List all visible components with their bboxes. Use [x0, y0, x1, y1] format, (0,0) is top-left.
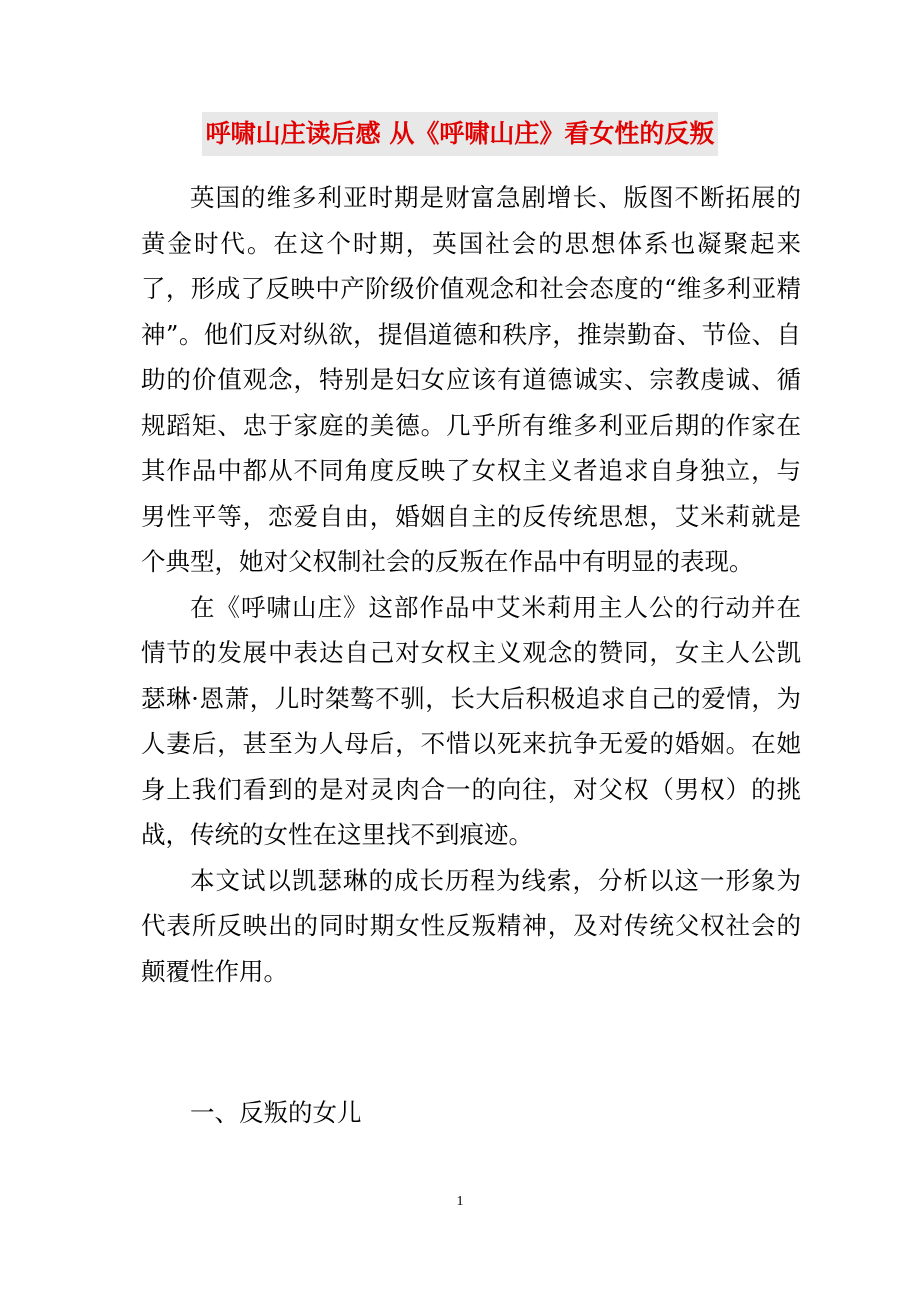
body-paragraph-2: 在《呼啸山庄》这部作品中艾米莉用主人公的行动并在情节的发展中表达自己对女权主义观念的赞同，女主人公凯瑟琳·恩萧，儿时桀骜不驯，长大后积极追求自己的爱情，为人妻后，甚至为人母后，不惜以死来抗争无爱的婚姻。在她身上我们看到的是对灵肉合一的向往，对父权（男权）的挑战，传统的女性在这里找不到痕迹。	[141, 592, 801, 849]
body-paragraph-3: 本文试以凯瑟琳的成长历程为线索，分析以这一形象为代表所反映出的同时期女性反叛精神，及对传统父权社会的颠覆性作用。	[141, 865, 801, 986]
title-container	[0, 112, 920, 156]
document-title: 呼啸山庄读后感 从《呼啸山庄》看女性的反叛	[202, 112, 719, 156]
page-number: 1	[456, 1194, 464, 1209]
body-paragraph-1: 英国的维多利亚时期是财富急剧增长、版图不断拓展的黄金时代。在这个时期，英国社会的思想体系也凝聚起来了，形成了反映中产阶级价值观念和社会态度的“维多利亚精神”。他们反对纵欲，提倡道德和秩序，推崇勤奋、节俭、自助的价值观念，特别是妇女应该有道德诚实、宗教虔诚、循规蹈矩、忠于家庭的美德。几乎所有维多利亚后期的作家在其作品中都从不同角度反映了女权主义者追求自身独立，与男性平等，恋爱自由，婚姻自主的反传统思想，艾米莉就是个典型，她对父权制社会的反叛在作品中有明显的表现。	[141, 183, 801, 576]
section-heading: 一、反叛的女儿	[190, 1098, 362, 1127]
document-body	[141, 175, 801, 994]
